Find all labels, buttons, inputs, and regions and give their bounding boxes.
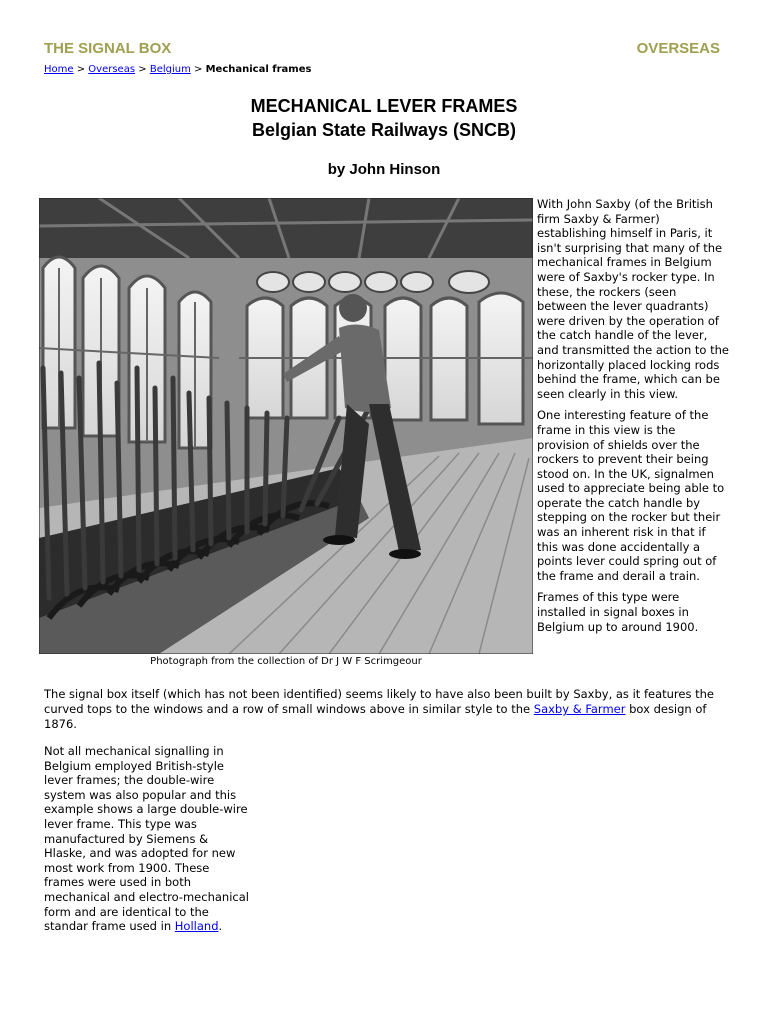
breadcrumb-current: Mechanical frames	[205, 64, 312, 75]
side-text-column	[537, 197, 729, 641]
saxby-farmer-link[interactable]: Saxby & Farmer	[533, 702, 626, 716]
section-title[interactable]: OVERSEAS	[636, 40, 720, 57]
breadcrumb-separator: >	[138, 64, 147, 75]
breadcrumb-separator: >	[194, 64, 203, 75]
site-title[interactable]: THE SIGNAL BOX	[44, 40, 172, 57]
page-title	[0, 94, 768, 142]
paragraph-double-wire	[44, 744, 249, 934]
paragraph-signal-box-text: The signal box itself (which has not been identified) seems likely to have also been built by Saxby, as it features the curved tops to the windows and a row of small windows above in similar style to the	[44, 687, 714, 716]
breadcrumb-overseas-link[interactable]: Overseas	[88, 64, 136, 75]
page-title-line2: Belgian State Railways (SNCB)	[251, 120, 517, 140]
paragraph-double-wire-tail: .	[218, 919, 223, 934]
paragraph-saxby-rockers: With John Saxby (of the British firm Saxby & Farmer) establishing himself in Paris, it isn't surprising that many of the mechanical frames in Belgium were of Saxby's rocker type. In these, the rockers (seen between the lever quadrants) were driven by the operation of the catch handle of the lever, and transmitted the action to the horizontally placed locking rods behind the frame, which can be seen clearly in this view.	[537, 197, 729, 401]
page-title-line1: MECHANICAL LEVER FRAMES	[250, 96, 518, 116]
signal-box-photo	[39, 198, 533, 654]
breadcrumb-belgium-link[interactable]: Belgium	[149, 64, 191, 75]
paragraph-double-wire-text: Not all mechanical signalling in Belgium employed British-style lever frames; the double-wire system was also popular and this example shows a large double-wire lever frame. This type was manufactured by Siemens & Hlaske, and was adopted for new most work from 1900. These frames were used in both mechanical and electro-mechanical form and are identical to the standar frame used in	[44, 744, 249, 934]
paragraph-shields: One interesting feature of the frame in this view is the provision of shields over the rockers to prevent their being stood on. In the UK, signalmen used to appreciate being able to operate the catch handle by stepping on the rocker but their was an inherent risk in that if this was done accidentally a points lever could spring out of the frame and derail a train.	[537, 408, 725, 583]
breadcrumb-home-link[interactable]: Home	[44, 64, 74, 75]
page-header	[44, 40, 720, 62]
author-byline: by John Hinson	[327, 161, 441, 178]
paragraph-signal-box-tail: box design of 1876.	[44, 702, 707, 731]
photo-caption: Photograph from the collection of Dr J W F Scrimgeour	[150, 656, 422, 667]
breadcrumb	[44, 64, 311, 75]
holland-link[interactable]: Holland	[174, 919, 219, 934]
breadcrumb-separator: >	[76, 64, 86, 75]
paragraph-signal-box	[44, 687, 734, 732]
paragraph-installed: Frames of this type were installed in signal boxes in Belgium up to around 1900.	[537, 590, 699, 634]
